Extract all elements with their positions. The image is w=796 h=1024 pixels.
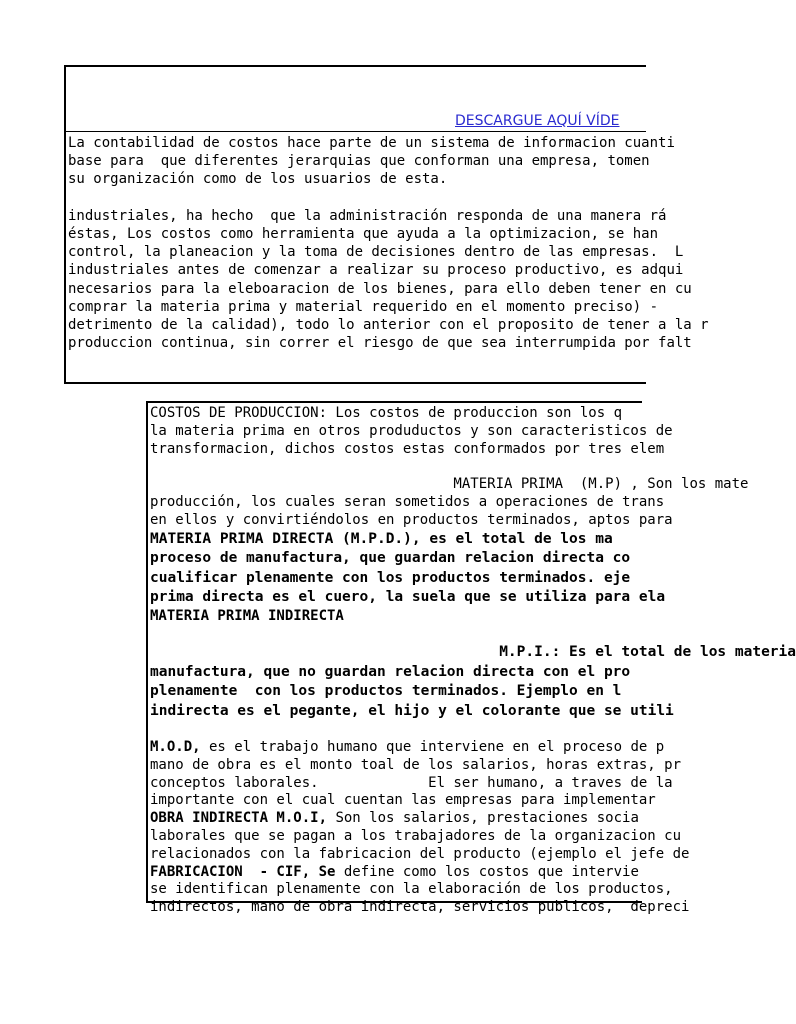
intro-line: control, la planeacion y la toma de decisiones dentro de las empresas. L xyxy=(68,244,684,261)
intro-text xyxy=(68,134,709,352)
costs-line: mano de obra es el monto toal de los salarios, horas extras, pr xyxy=(150,756,682,773)
costs-line-bold: proceso de manufactura, que guardan relacion directa co xyxy=(150,550,631,567)
costs-line-bold: M.P.I.: Es el total de los materia xyxy=(150,644,796,661)
costs-line: la materia prima en otros produductos y son caracteristicos de xyxy=(150,422,673,439)
costs-line: importante con el cual cuentan las empresas para implementar xyxy=(150,792,656,809)
costs-line: laborales que se pagan a los trabajadores de la organizacion cu xyxy=(150,827,682,844)
download-video-link[interactable]: DESCARGUE AQUÍ VÍDE xyxy=(455,113,620,129)
production-costs-panel xyxy=(146,401,796,916)
moi-term: OBRA INDIRECTA M.O.I, xyxy=(150,810,328,827)
intro-line: produccion continua, sin correr el riesgo de que sea interrumpida por falt xyxy=(68,335,692,352)
intro-line: industriales antes de comenzar a realizar su proceso productivo, es adqui xyxy=(68,262,684,279)
costs-line: producción, los cuales seran sometidos a operaciones de trans xyxy=(150,493,665,510)
costs-line: conceptos laborales. El ser humano, a traves de la xyxy=(150,774,673,791)
intro-line: éstas, Los costos como herramienta que ayuda a la optimizacion, se han xyxy=(68,226,659,243)
costs-line: se identifican plenamente con la elaboración de los productos, xyxy=(150,881,673,898)
costs-line: relacionados con la fabricacion del producto (ejemplo el jefe de xyxy=(150,845,690,862)
costs-line-bold: indirecta es el pegante, el hijo y el colorante que se utili xyxy=(150,702,674,719)
mod-term: M.O.D, xyxy=(150,738,201,755)
costs-line: MATERIA PRIMA (M.P) , Son los mate xyxy=(150,476,749,493)
costs-line: en ellos y convirtiéndolos en productos terminados, aptos para xyxy=(150,511,673,528)
costs-line-bold: plenamente con los productos terminados. Ejemplo en l xyxy=(150,683,622,700)
costs-line-bold: cualificar plenamente con los productos terminados. eje xyxy=(150,569,631,586)
indirect-raw-material-heading: MATERIA PRIMA INDIRECTA xyxy=(150,607,344,624)
intro-line: La contabilidad de costos hace parte de un sistema de informacion cuanti xyxy=(68,135,675,151)
intro-line: detrimento de la calidad), todo lo anterior con el proposito de tener a la r xyxy=(68,317,709,334)
intro-line: base para que diferentes jerarquias que conforman una empresa, tomen xyxy=(68,153,650,170)
intro-line: necesarios para la eleboaracion de los bienes, para ello deben tener en cu xyxy=(68,280,692,297)
production-costs-text xyxy=(150,405,796,917)
costs-line-bold: manufactura, que no guardan relacion directa con el pro xyxy=(150,663,631,680)
cif-term: FABRICACION - CIF, Se xyxy=(150,863,336,880)
costs-line: transformacion, dichos costos estas conformados por tres elem xyxy=(150,440,665,457)
costs-line: define como los costos que intervie xyxy=(335,863,639,880)
costs-line: indirectos, mano de obra indirecta, servicios publicos, depreci xyxy=(150,899,690,916)
costs-line: COSTOS DE PRODUCCION: Los costos de produccion son los q xyxy=(150,405,623,421)
costs-line: Son los salarios, prestaciones socia xyxy=(327,810,639,827)
title-area xyxy=(66,67,646,132)
intro-line: su organización como de los usuarios de esta. xyxy=(68,171,448,188)
intro-line: comprar la materia prima y material requerido en el momento preciso) - xyxy=(68,298,659,315)
intro-panel xyxy=(64,65,709,384)
intro-line: industriales, ha hecho que la administración responda de una manera rá xyxy=(68,207,667,224)
costs-line: es el trabajo humano que interviene en el proceso de p xyxy=(200,738,665,755)
costs-line-bold: prima directa es el cuero, la suela que se utiliza para ela xyxy=(150,589,666,606)
direct-raw-material-heading: MATERIA PRIMA DIRECTA (M.P.D.), es el total de los ma xyxy=(150,530,613,547)
